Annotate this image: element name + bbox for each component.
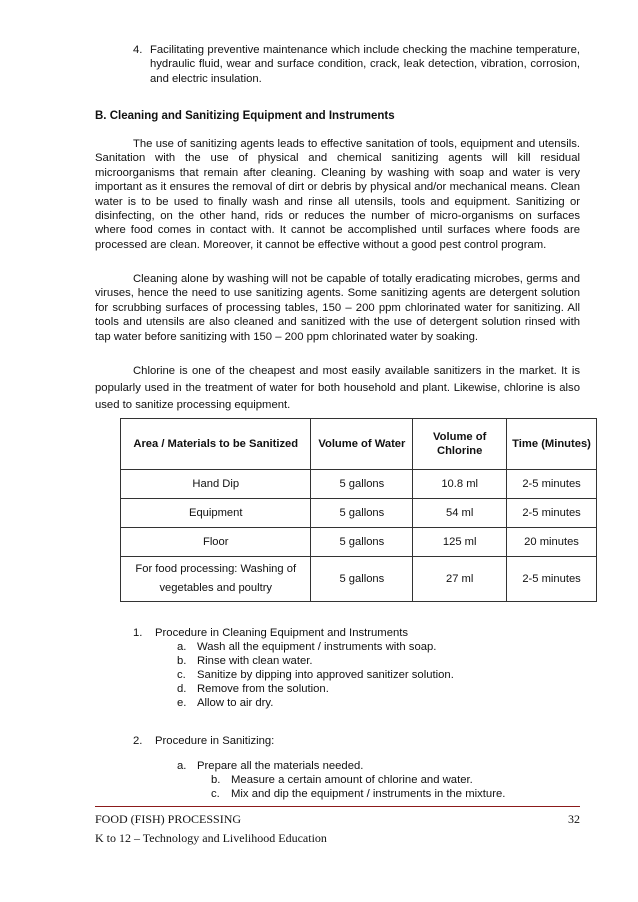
table-header-row: [121, 419, 597, 470]
paragraph-sanitizing-agents: The use of sanitizing agents leads to effective sanitation of tools, equipment and utensils. Sanitation with the use of physical and chemical sanitizing agents will kill residual microorganisms that remain after cleaning. Cleaning by washing with soap and water is very important as it ensures the removal of dirt or debris by physical and/or mechanical means. Clean water is to be used to finally wash and rinse all utensils, tools and equipment. Sanitizing or disinfecting, on the other hand, rids or reduces the number of micro-organisms on surfaces where food comes in contact with. It cannot be accomplished until surfaces where foods are processed are clean. Moreover, it cannot be effective without a good pest control program.: [95, 138, 580, 251]
step-text: Rinse with clean water.: [197, 655, 313, 667]
step-letter: a.: [177, 641, 187, 653]
table-cell: 10.8 ml: [413, 470, 507, 499]
procedure-number: 1.: [133, 627, 143, 639]
table-cell: Floor: [121, 528, 311, 557]
footer-rule: [95, 806, 580, 807]
table-header-cell: Volume of Water: [311, 419, 413, 470]
table-cell: Equipment: [121, 499, 311, 528]
footer-subtitle: K to 12 – Technology and Livelihood Education: [95, 831, 327, 845]
section-heading: B. Cleaning and Sanitizing Equipment and Instruments: [95, 110, 395, 122]
table-row: [121, 528, 597, 557]
table-cell: 2-5 minutes: [507, 499, 597, 528]
procedure-title: Procedure in Sanitizing:: [155, 735, 275, 747]
step-text: Wash all the equipment / instruments with soap.: [197, 641, 437, 653]
step-letter: a.: [177, 760, 187, 772]
table-cell: 5 gallons: [311, 470, 413, 499]
step-text: Measure a certain amount of chlorine and water.: [231, 774, 473, 786]
step-text: Mix and dip the equipment / instruments in the mixture.: [231, 788, 506, 800]
table-cell: 54 ml: [413, 499, 507, 528]
list-number: 4.: [133, 44, 143, 56]
table-row: [121, 470, 597, 499]
step-letter: c.: [211, 788, 220, 800]
step-letter: e.: [177, 697, 187, 709]
step-letter: d.: [177, 683, 187, 695]
table-cell: 20 minutes: [507, 528, 597, 557]
procedure-title: Procedure in Cleaning Equipment and Instruments: [155, 627, 409, 639]
footer-title: FOOD (FISH) PROCESSING: [95, 812, 242, 826]
sanitizing-table: [120, 418, 597, 602]
table-cell: 5 gallons: [311, 528, 413, 557]
table-cell: 27 ml: [413, 557, 507, 602]
table-header-cell: Time (Minutes): [507, 419, 597, 470]
step-text: Allow to air dry.: [197, 697, 274, 709]
table-header-cell: Volume of Chlorine: [413, 419, 507, 470]
maintenance-item-text: Facilitating preventive maintenance which include checking the machine temperature, hydraulic fluid, wear and surface condition, crack, leak detection, vibration, corrosion, and electric insulation.: [150, 44, 580, 85]
step-letter: b.: [177, 655, 187, 667]
table-header-cell: Area / Materials to be Sanitized: [121, 419, 311, 470]
table-row: [121, 557, 597, 602]
procedure-number: 2.: [133, 735, 143, 747]
table-cell: 5 gallons: [311, 557, 413, 602]
paragraph-cleaning-alone: Cleaning alone by washing will not be capable of totally eradicating microbes, germs and viruses, hence the need to use sanitizing agents. Some sanitizing agents are detergent solution for scrubbing surfaces of processing tables, 150 – 200 ppm chlorinated water for sanitizing. All tools and utensils are also cleaned and sanitized with the use of detergent solution rinsed with tap water before sanitizing with 150 – 200 ppm chlorinated water by soaking.: [95, 273, 580, 343]
paragraph-chlorine: Chlorine is one of the cheapest and most easily available sanitizers in the market. It is popularly used in the treatment of water for both household and plant. Likewise, chlorine is also used to sanitize processing equipment.: [95, 365, 580, 411]
page-number: 32: [568, 812, 580, 826]
table-cell: 2-5 minutes: [507, 470, 597, 499]
step-text: Prepare all the materials needed.: [197, 760, 364, 772]
step-letter: c.: [177, 669, 186, 681]
table-cell: For food processing: Washing of vegetables and poultry: [121, 557, 311, 602]
table-cell: 2-5 minutes: [507, 557, 597, 602]
table-cell: 125 ml: [413, 528, 507, 557]
table-cell: 5 gallons: [311, 499, 413, 528]
table-row: [121, 499, 597, 528]
step-text: Remove from the solution.: [197, 683, 329, 695]
step-letter: b.: [211, 774, 221, 786]
step-text: Sanitize by dipping into approved sanitizer solution.: [197, 669, 454, 681]
table-cell: Hand Dip: [121, 470, 311, 499]
